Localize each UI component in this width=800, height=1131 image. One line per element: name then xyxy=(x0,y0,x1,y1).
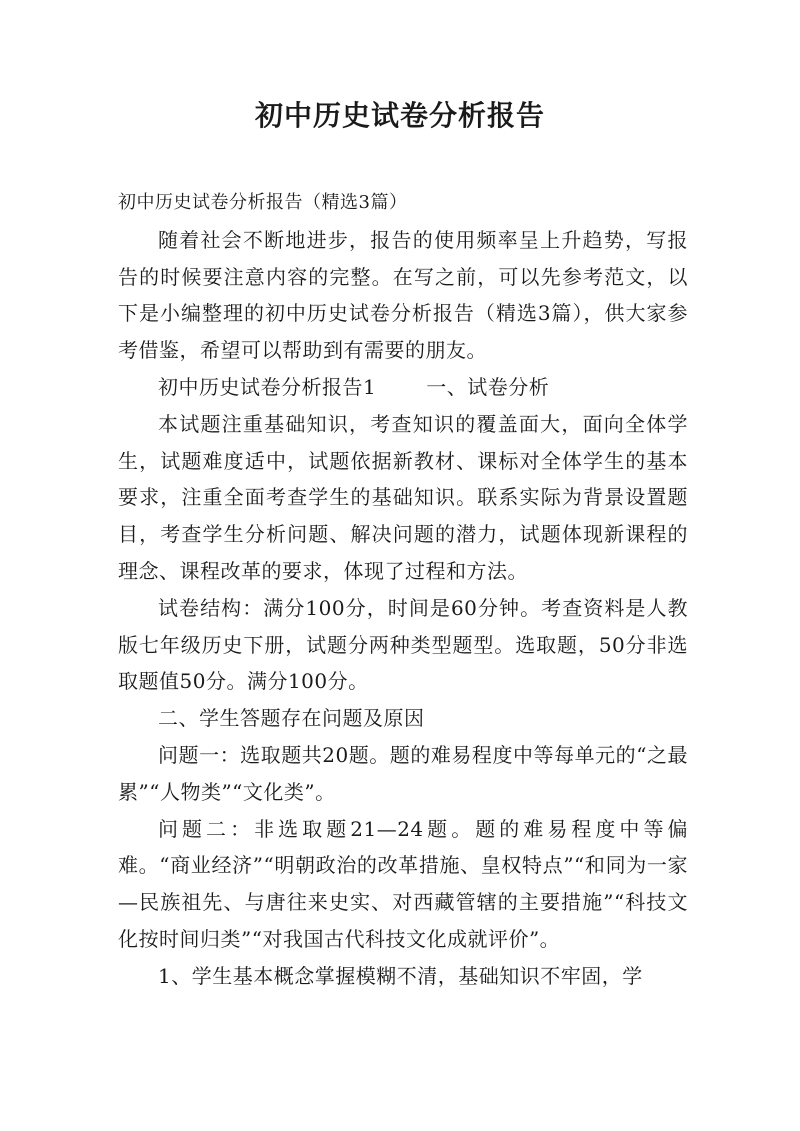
heading-2: 二、学生答题存在问题及原因 xyxy=(158,706,425,731)
paragraph-5: 1、学生基本概念掌握模糊不清，基础知识不牢固，学 xyxy=(158,963,643,988)
section-line xyxy=(118,369,688,406)
document-title: 初中历史试卷分析报告 xyxy=(254,99,545,132)
paragraph-3: 问题一：选取题共20题。题的难易程度中等每单元的“之最累”“人物类”“文化类”。 xyxy=(118,742,688,804)
document-body xyxy=(118,185,688,995)
document-subtitle: 初中历史试卷分析报告（精选3篇） xyxy=(118,192,408,213)
paragraph-4: 问题二：非选取题21—24题。题的难易程度中等偏难。“商业经济”“明朝政治的改革措施、皇权特点”“和同为一家—民族祖先、与唐往来史实、对西藏管辖的主要措施”“科技文化按时间归类”“对我国古代科技文化成就评价”。 xyxy=(118,816,688,951)
intro-paragraph: 随着社会不断地进步，报告的使用频率呈上升趋势，写报告的时候要注意内容的完整。在写之前，可以先参考范文，以下是小编整理的初中历史试卷分析报告（精选3篇），供大家参考借鉴，希望可以帮助到有需要的朋友。 xyxy=(118,227,688,363)
paragraph-2: 试卷结构：满分100分，时间是60分钟。考查资料是人教版七年级历史下册，试题分两种类型题型。选取题，50分非选取题值50分。满分100分。 xyxy=(118,595,688,694)
section1-heading: 一、试卷分析 xyxy=(426,374,550,399)
section1-label: 初中历史试卷分析报告1 xyxy=(158,374,377,399)
paragraph-1: 本试题注重基础知识，考查知识的覆盖面大，面向全体学生，试题难度适中，试题依据新教材、课标对全体学生的基本要求，注重全面考查学生的基础知识。联系实际为背景设置题目，考查学生分析问题、解决问题的潜力，试题体现新课程的理念、课程改革的要求，体现了过程和方法。 xyxy=(118,411,688,583)
